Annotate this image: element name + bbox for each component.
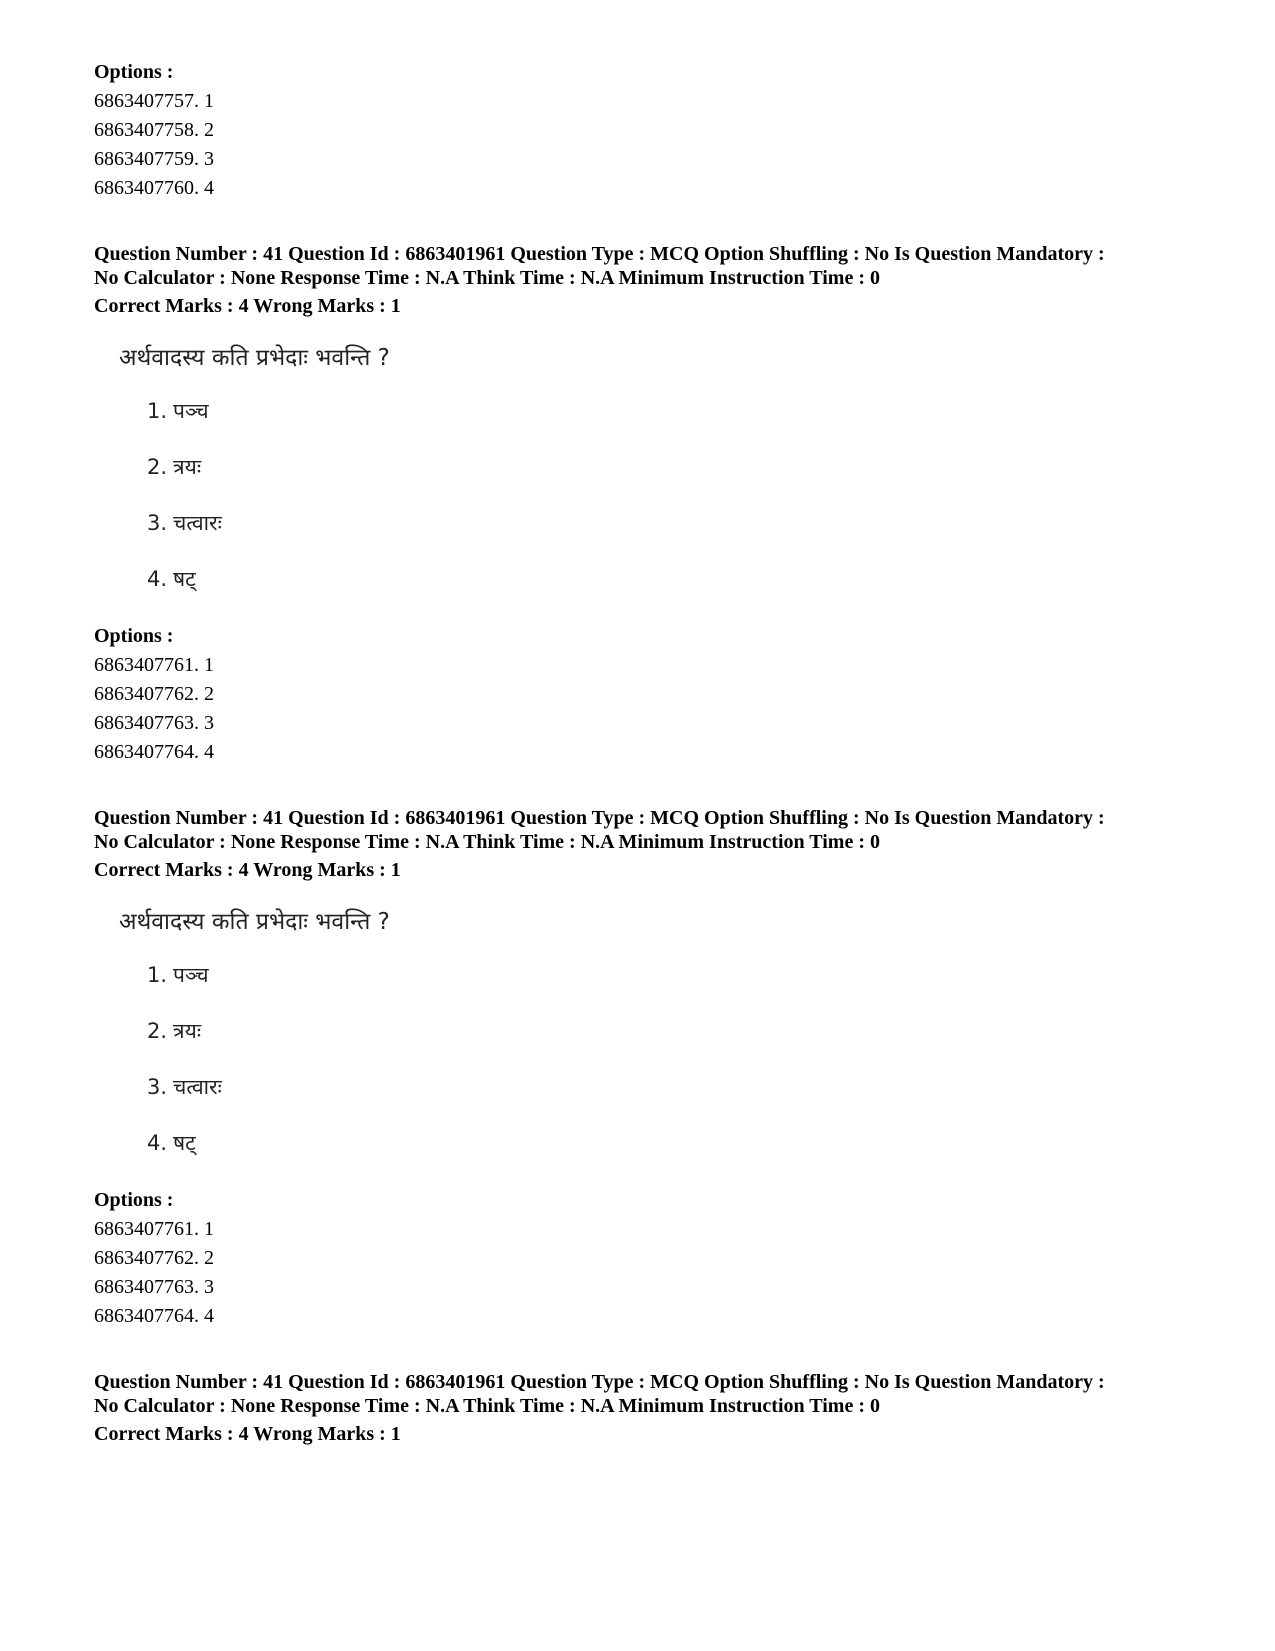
option-id-line: 6863407762. 2 — [94, 683, 214, 705]
question-meta — [94, 806, 1105, 882]
question-image — [94, 340, 594, 630]
question-meta-line: Question Number : 41 Question Id : 6863401961 Question Type : MCQ Option Shuffling : No Is Question Mandatory : — [94, 1371, 1105, 1393]
question-meta-line: Question Number : 41 Question Id : 6863401961 Question Type : MCQ Option Shuffling : No Is Question Mandatory : — [94, 807, 1105, 829]
choice-text: त्रयः — [173, 1019, 202, 1043]
choice-number: 2. — [147, 455, 168, 479]
choice-item — [147, 453, 201, 481]
marks-line: Correct Marks : 4 Wrong Marks : 1 — [94, 1423, 401, 1445]
choice-item — [147, 1129, 196, 1157]
question-meta-line: No Calculator : None Response Time : N.A Think Time : N.A Minimum Instruction Time : 0 — [94, 831, 880, 853]
option-id-line: 6863407760. 4 — [94, 177, 214, 199]
choice-number: 4. — [147, 1131, 168, 1155]
choice-text: चत्वारः — [173, 511, 222, 535]
option-id-line: 6863407762. 2 — [94, 1247, 214, 1269]
choice-text: पञ्च — [173, 399, 209, 423]
option-id-line: 6863407761. 1 — [94, 654, 214, 676]
options-label: Options : — [94, 61, 174, 83]
choice-number: 4. — [147, 567, 168, 591]
option-id-line: 6863407763. 3 — [94, 712, 214, 734]
choice-item — [147, 509, 222, 537]
option-id-line: 6863407763. 3 — [94, 1276, 214, 1298]
choice-text: त्रयः — [173, 455, 202, 479]
question-meta — [94, 1370, 1105, 1446]
choice-number: 3. — [147, 1075, 168, 1099]
choice-item — [147, 397, 209, 425]
choice-number: 1. — [147, 963, 168, 987]
option-id-line: 6863407761. 1 — [94, 1218, 214, 1240]
option-id-line: 6863407758. 2 — [94, 119, 214, 141]
marks-line: Correct Marks : 4 Wrong Marks : 1 — [94, 295, 401, 317]
choice-text: पञ्च — [173, 963, 209, 987]
option-id-line: 6863407764. 4 — [94, 741, 214, 763]
options-block — [94, 622, 214, 767]
choice-item — [147, 1017, 201, 1045]
choice-number: 2. — [147, 1019, 168, 1043]
option-id-line: 6863407759. 3 — [94, 148, 214, 170]
choice-item — [147, 961, 209, 989]
choice-text: षट् — [173, 567, 196, 591]
question-meta-line: Question Number : 41 Question Id : 6863401961 Question Type : MCQ Option Shuffling : No Is Question Mandatory : — [94, 243, 1105, 265]
choice-item — [147, 565, 196, 593]
options-label: Options : — [94, 625, 174, 647]
question-meta — [94, 242, 1105, 318]
marks-line: Correct Marks : 4 Wrong Marks : 1 — [94, 859, 401, 881]
options-label: Options : — [94, 1189, 174, 1211]
question-meta-line: No Calculator : None Response Time : N.A Think Time : N.A Minimum Instruction Time : 0 — [94, 1395, 880, 1417]
choice-number: 3. — [147, 511, 168, 535]
options-block — [94, 58, 214, 203]
option-id-line: 6863407757. 1 — [94, 90, 214, 112]
choice-text: चत्वारः — [173, 1075, 222, 1099]
choice-item — [147, 1073, 222, 1101]
question-text: अर्थवादस्य कति प्रभेदाः भवन्ति ? — [119, 909, 390, 935]
question-meta-line: No Calculator : None Response Time : N.A Think Time : N.A Minimum Instruction Time : 0 — [94, 267, 880, 289]
option-id-line: 6863407764. 4 — [94, 1305, 214, 1327]
question-text: अर्थवादस्य कति प्रभेदाः भवन्ति ? — [119, 345, 390, 371]
choice-text: षट् — [173, 1131, 196, 1155]
question-image — [94, 904, 594, 1194]
options-block — [94, 1186, 214, 1331]
choice-number: 1. — [147, 399, 168, 423]
